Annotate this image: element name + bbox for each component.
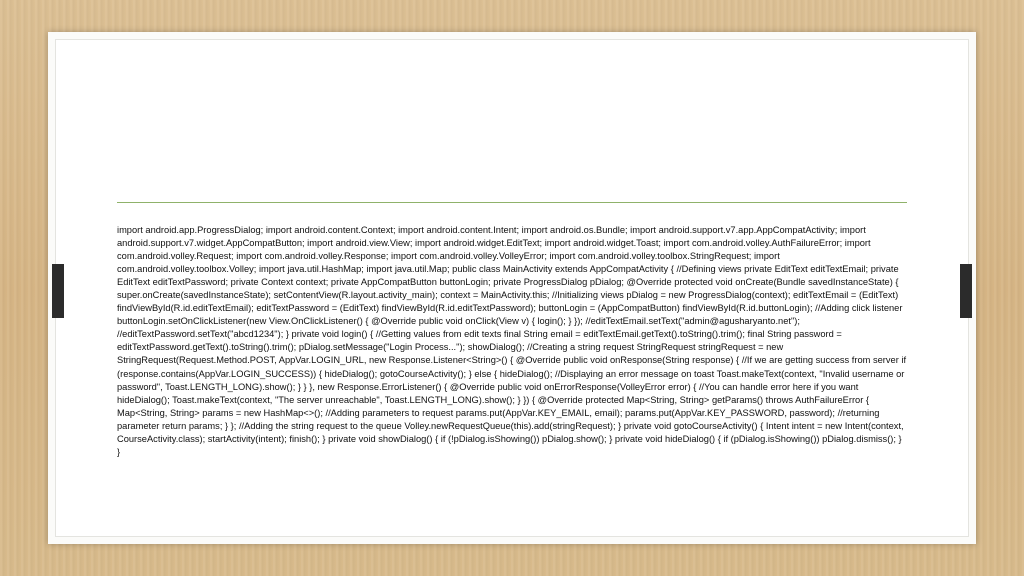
left-binder-tab xyxy=(52,264,64,318)
right-binder-tab xyxy=(960,264,972,318)
slide-body-code-text: import android.app.ProgressDialog; import android.content.Context; import android.content.Intent; import android.os.Bundle; import android.support.v7.app.AppCompatActivity; import android.support.v7.widget.AppCompatButton; import android.view.View; import android.widget.EditText; import android.widget.Toast; import com.android.volley.AuthFailureError; import com.android.volley.Request; import com.android.volley.Response; import com.android.volley.VolleyError; import com.android.volley.toolbox.StringRequest; import com.android.volley.toolbox.Volley; import java.util.HashMap; import java.util.Map; public class MainActivity extends AppCompatActivity { //Defining views private EditText editTextEmail; private EditText editTextPassword; private Context context; private AppCompatButton buttonLogin; private ProgressDialog pDialog; @Override protected void onCreate(Bundle savedInstanceState) { super.onCreate(savedInstanceState); setContentView(R.layout.activity_main); context = MainActivity.this; //Initializing views pDialog = new ProgressDialog(context); editTextEmail = (EditText) findViewById(R.id.editTextEmail); editTextPassword = (EditText) findViewById(R.id.editTextPassword); buttonLogin = (AppCompatButton) findViewById(R.id.buttonLogin); //Adding click listener buttonLogin.setOnClickListener(new View.OnClickListener() { @Override public void onClick(View v) { login(); } }); //editTextEmail.setText("admin@agusharyanto.net"); //editTextPassword.setText("abcd1234"); } private void login() { //Getting values from edit texts final String email = editTextEmail.getText().toString().trim(); final String password = editTextPassword.getText().toString().trim(); pDialog.setMessage("Login Process..."); showDialog(); //Creating a string request StringRequest stringRequest = new StringRequest(Request.Method.POST, AppVar.LOGIN_URL, new Response.Listener<String>() { @Override public void onResponse(String response) { //If we are getting success from server if (response.contains(AppVar.LOGIN_SUCCESS)) { hideDialog(); gotoCourseActivity(); } else { hideDialog(); //Displaying an error message on toast Toast.makeText(context, "Invalid username or password", Toast.LENGTH_LONG).show(); } } }, new Response.ErrorListener() { @Override public void onErrorResponse(VolleyError error) { //You can handle error here if you want hideDialog(); Toast.makeText(context, "The server unreachable", Toast.LENGTH_LONG).show(); } }) { @Override protected Map<String, String> getParams() throws AuthFailureError { Map<String, String> params = new HashMap<>(); //Adding parameters to request params.put(AppVar.KEY_EMAIL, email); params.put(AppVar.KEY_PASSWORD, password); //returning parameter return params; } }; //Adding the string request to the queue Volley.newRequestQueue(this).add(stringRequest); } private void gotoCourseActivity() { Intent intent = new Intent(context, CourseActivity.class); startActivity(intent); finish(); } private void showDialog() { if (!pDialog.isShowing()) pDialog.show(); } private void hideDialog() { if (pDialog.isShowing()) pDialog.dismiss(); } } xyxy=(117,225,907,457)
title-divider-line xyxy=(117,202,907,203)
